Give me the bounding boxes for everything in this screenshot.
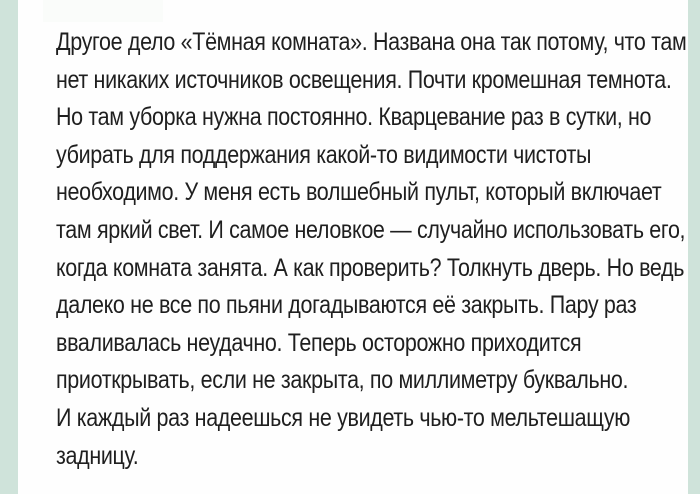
text-card xyxy=(18,0,688,494)
story-line: далеко не все по пьяни догадываются её закрыть. Пару раз xyxy=(56,291,637,320)
story-line: вваливалась неудачно. Теперь осторожно приходится xyxy=(56,328,582,357)
story-line: Другое дело «Тёмная комната». Названа она так потому, что там xyxy=(56,28,687,56)
story-line: приоткрывать, если не закрыта, по миллиметру буквально. xyxy=(56,366,629,395)
story-line: там яркий свет. И самое неловкое — случайно использовать его, xyxy=(56,215,686,244)
story-line: нет никаких источников освещения. Почти кромешная темнота. xyxy=(56,65,672,94)
story-line: необходимо. У меня есть волшебный пульт, который включает xyxy=(56,178,662,207)
story-paragraph xyxy=(56,24,700,475)
frame-strip-left xyxy=(0,0,18,494)
story-line: убирать для поддержания какой-то видимости чистоты xyxy=(56,140,592,169)
story-line: Но там уборка нужна постоянно. Кварцевание раз в сутки, но xyxy=(56,103,652,132)
story-line: И каждый раз надеешься не увидеть чью-то мельтешащую xyxy=(56,403,631,432)
story-line: когда комната занята. А как проверить? Толкнуть дверь. Но ведь xyxy=(56,253,685,282)
faint-smudge xyxy=(43,0,163,22)
story-line: задницу. xyxy=(56,441,139,470)
